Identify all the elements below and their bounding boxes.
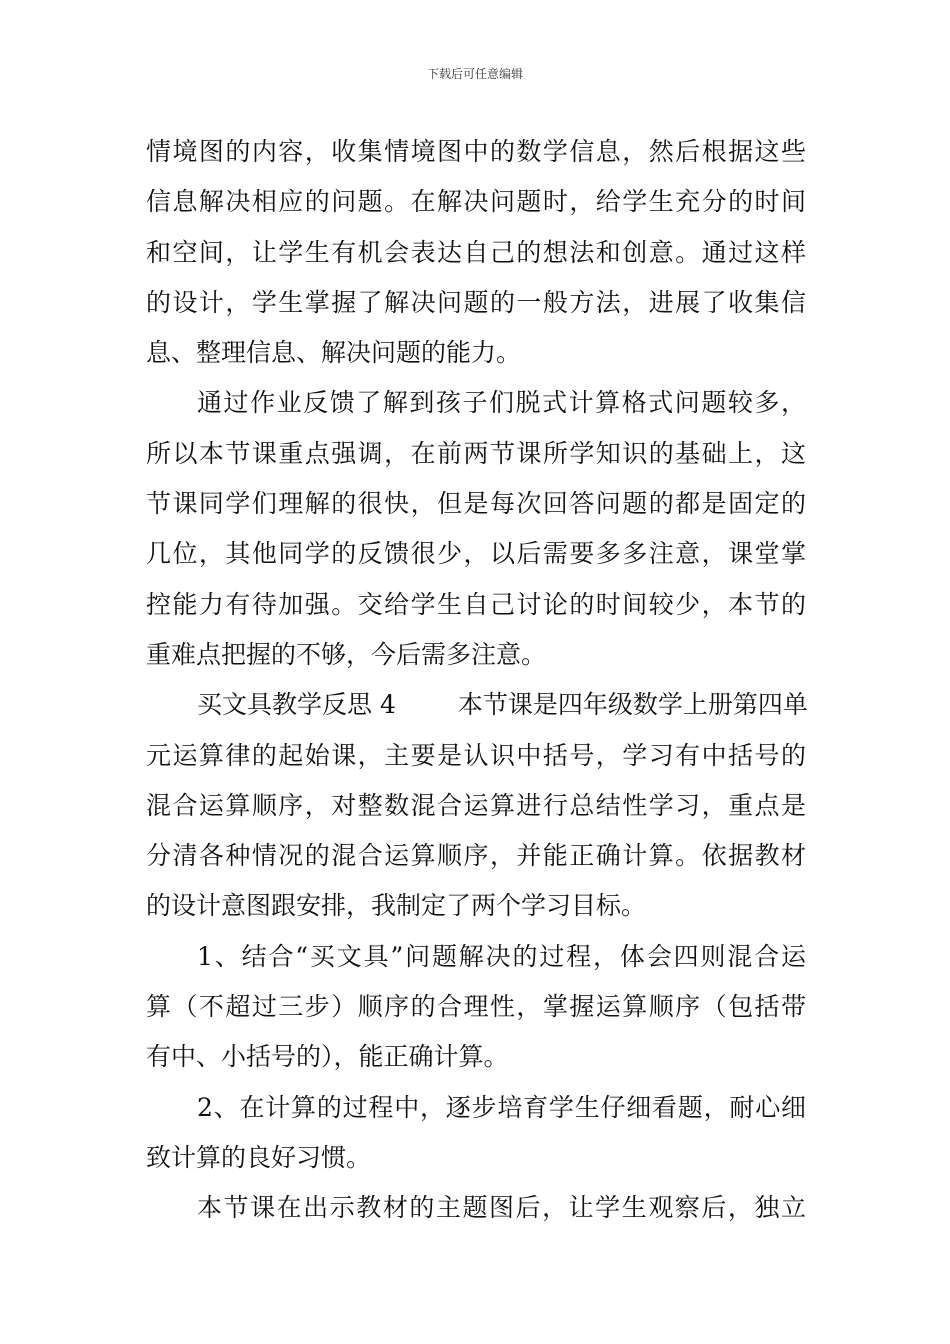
text-line: 算（不超过三步）顺序的合理性，掌握运算顺序（包括带 — [146, 992, 806, 1022]
text-line: 元运算律的起始课，主要是认识中括号，学习有中括号的 — [146, 740, 806, 770]
section-heading-line — [146, 680, 806, 730]
text-line: 情境图的内容，收集情境图中的数学信息，然后根据这些 — [146, 137, 806, 166]
text-line: 的设计，学生掌握了解决问题的一般方法，进展了收集信 — [146, 287, 806, 317]
text-line: 分清各种情况的混合运算顺序，并能正确计算。依据教材 — [146, 841, 806, 871]
text-line: 有中、小括号的），能正确计算。 — [146, 1042, 509, 1072]
text-line: 致计算的良好习惯。 — [146, 1142, 372, 1172]
text-line: 和空间，让学生有机会表达自己的想法和创意。通过这样 — [146, 237, 806, 267]
text-line: 所以本节课重点强调，在前两节课所学知识的基础上，这 — [146, 438, 806, 468]
text-line: 节课同学们理解的很快，但是每次回答问题的都是固定的 — [146, 489, 806, 519]
text-line: 息、整理信息、解决问题的能力。 — [146, 338, 522, 368]
text-line: 控能力有待加强。交给学生自己讨论的时间较少，本节的 — [146, 589, 806, 619]
document-body — [146, 127, 806, 1234]
text-line: 信息解决相应的问题。在解决问题时，给学生充分的时间 — [146, 187, 806, 217]
text-line: 本节课在出示教材的主题图后，让学生观察后，独立 — [197, 1193, 806, 1223]
text-line: 2、在计算的过程中，逐步培育学生仔细看题，耐心细 — [197, 1092, 806, 1122]
text-line: 通过作业反馈了解到孩子们脱式计算格式问题较多， — [197, 388, 806, 418]
section-title: 买文具教学反思 4 — [197, 690, 396, 720]
text-line: 1、结合“买文具”问题解决的过程，体会四则混合运 — [197, 941, 806, 971]
text-line: 几位，其他同学的反馈很少，以后需要多多注意，课堂掌 — [146, 539, 806, 569]
text-line: 混合运算顺序，对整数混合运算进行总结性学习，重点是 — [146, 790, 806, 820]
section-first-sentence: 本节课是四年级数学上册第四单 — [457, 690, 808, 720]
page-header-note: 下载后可任意编辑 — [426, 67, 523, 81]
text-line: 的设计意图跟安排，我制定了两个学习目标。 — [146, 891, 647, 921]
text-line: 重难点把握的不够，今后需多注意。 — [146, 639, 547, 669]
